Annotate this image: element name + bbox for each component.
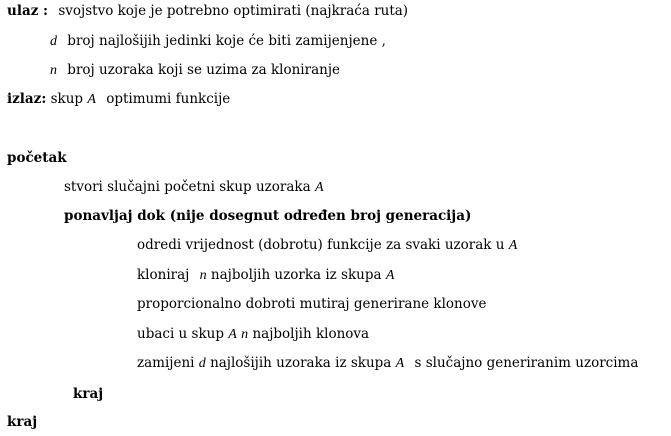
step-evaluate-text: odredi vrijednost (dobrotu) funkcije za svaki uzorak u bbox=[137, 237, 505, 253]
param-d-var: d bbox=[50, 34, 57, 49]
input-label: ulaz : bbox=[7, 3, 49, 19]
loop-header: ponavljaj dok (nije dosegnut određen broj generacija) bbox=[64, 208, 472, 224]
step-clone bbox=[137, 266, 394, 285]
param-n-var: n bbox=[50, 63, 57, 78]
step-replace-mid: najlošijih uzoraka iz skupa bbox=[210, 355, 392, 371]
input-description: svojstvo koje je potrebno optimirati (najkraća ruta) bbox=[58, 3, 409, 19]
output-line bbox=[7, 90, 230, 109]
step-insert-var-a: A bbox=[228, 327, 237, 342]
param-n-line bbox=[50, 61, 340, 80]
step-insert-post: najboljih klonova bbox=[252, 326, 370, 342]
create-var: A bbox=[314, 180, 324, 195]
create-text: stvori slučajni početni skup uzoraka bbox=[64, 179, 311, 195]
step-clone-var-n: n bbox=[199, 268, 207, 283]
step-replace-var-d: d bbox=[198, 356, 206, 371]
step-replace-var-a: A bbox=[395, 356, 405, 371]
step-evaluate-var: A bbox=[508, 238, 518, 253]
step-mutate: proporcionalno dobroti mutiraj generirane klonove bbox=[137, 296, 487, 312]
begin-keyword: početak bbox=[7, 150, 67, 166]
step-insert-text: ubaci u skup bbox=[137, 326, 224, 342]
output-label: izlaz: bbox=[7, 91, 47, 107]
output-desc-pre: skup bbox=[50, 91, 84, 107]
output-desc-post: optimumi funkcije bbox=[106, 91, 231, 107]
input-line bbox=[7, 2, 408, 20]
loop-end-keyword: kraj bbox=[73, 386, 104, 402]
step-replace-post: s slučajno generiranim uzorcima bbox=[414, 355, 639, 371]
param-n-description: broj uzoraka koji se uzima za kloniranje bbox=[67, 62, 340, 78]
step-replace bbox=[137, 354, 638, 373]
step-evaluate bbox=[137, 236, 517, 255]
param-d-description: broj najlošijih jedinki koje će biti zamijenjene , bbox=[67, 33, 386, 49]
param-d-line bbox=[50, 32, 386, 51]
step-insert bbox=[137, 325, 369, 344]
step-replace-text: zamijeni bbox=[137, 355, 195, 371]
step-insert-var-n: n bbox=[241, 327, 249, 342]
step-clone-mid: najboljih uzorka iz skupa bbox=[210, 267, 382, 283]
output-var: A bbox=[87, 92, 96, 107]
step-clone-text: kloniraj bbox=[137, 267, 190, 283]
step-clone-var-a: A bbox=[385, 268, 395, 283]
end-keyword: kraj bbox=[7, 414, 38, 430]
create-line bbox=[64, 178, 324, 197]
